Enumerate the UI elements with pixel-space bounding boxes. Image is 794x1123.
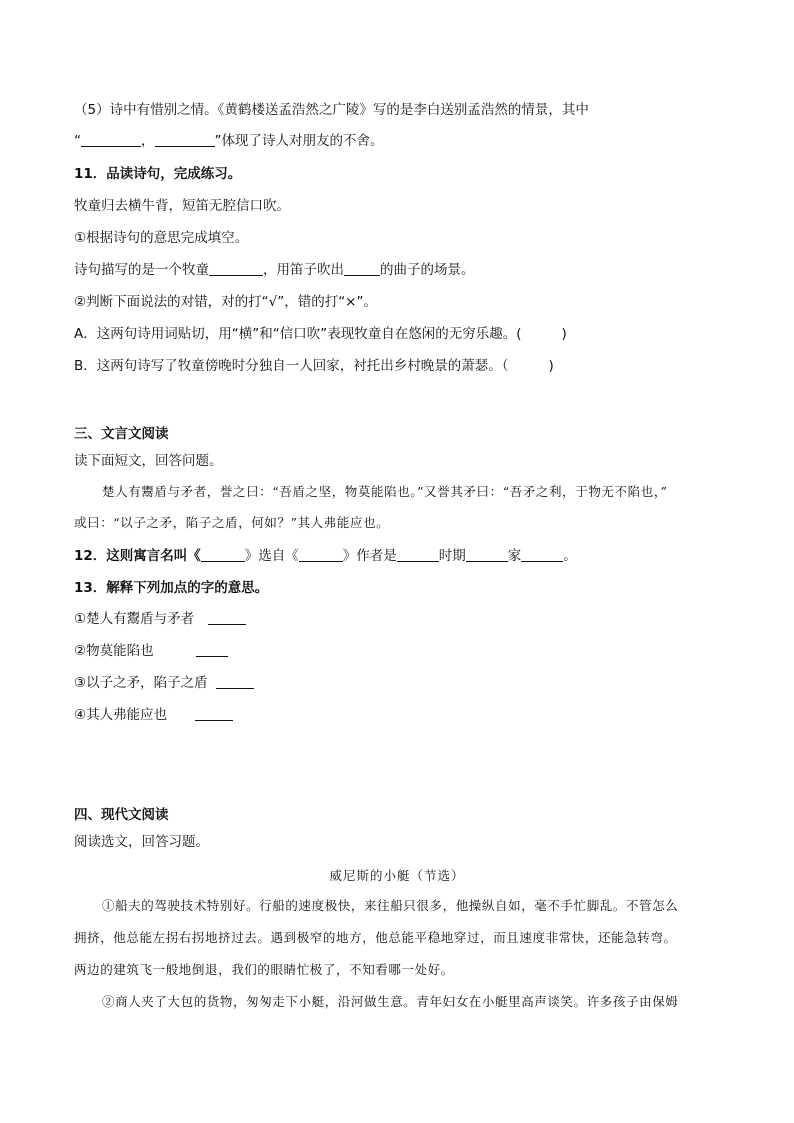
q11-option-b: B．这两句诗写了牧童傍晚时分独自一人回家，衬托出乡村晚景的萧瑟。（ ) [74, 358, 554, 374]
section-4-instruction: 阅读选文，回答习题。 [74, 834, 209, 850]
answer-blank[interactable] [195, 706, 233, 721]
answer-blank[interactable] [209, 261, 263, 276]
answer-blank[interactable] [81, 132, 141, 147]
q13-item-2: ②物莫能陷也 [74, 641, 228, 661]
q13-title: 13．解释下列加点的字的意思。 [74, 580, 269, 596]
q11-option-a: A．这两句诗用词贴切，用“横”和“信口吹”表现牧童自在悠闲的无穷乐趣。( ) [74, 326, 567, 342]
q11-sub2: ②判断下面说法的对错，对的打“√”，错的打“×”。 [74, 294, 377, 310]
answer-blank[interactable] [397, 547, 439, 562]
q11-poem: 牧童归去横牛背，短笛无腔信口吹。 [74, 198, 290, 214]
answer-blank[interactable] [466, 547, 508, 562]
article-p1-line3: 两边的建筑飞一般地倒退，我们的眼睛忙极了，不知看哪一处好。 [74, 962, 454, 977]
article-p2-line1: ②商人夹了大包的货物，匆匆走下小艇，沿河做生意。青年妇女在小艇里高声谈笑。许多孩子由保姆 [102, 994, 679, 1009]
q10-item5-line1: （5）诗中有惜别之情。《黄鹤楼送孟浩然之广陵》写的是李白送别孟浩然的情景，其中 [74, 102, 589, 118]
answer-blank[interactable] [216, 674, 254, 689]
q13-item-1: ①楚人有鬻盾与矛者 [74, 609, 246, 629]
answer-blank[interactable] [201, 547, 245, 562]
answer-blank[interactable] [299, 547, 343, 562]
classical-passage-line2: 或曰：“以子之矛，陷子之盾，何如？”其人弗能应也。 [74, 515, 390, 530]
q11-title: 11．品读诗句，完成练习。 [74, 166, 242, 182]
q13-item-4: ④其人弗能应也 [74, 705, 233, 725]
section-3-instruction: 读下面短文，回答问题。 [74, 453, 223, 469]
article-p1-line1: ①船夫的驾驶技术特别好。行船的速度极快，来往船只很多，他操纵自如，毫不手忙脚乱。不管怎么 [102, 898, 679, 913]
section-4-heading: 四、现代文阅读 [74, 807, 169, 823]
q12-line: 12．这则寓言名叫《 》选自《 》作者是 时期 家 。 [74, 548, 577, 564]
classical-passage-line1: 楚人有鬻盾与矛者，誉之曰：“吾盾之坚，物莫能陷也。”又誉其矛曰：“吾矛之利，于物无不陷也，” [102, 484, 668, 499]
q11-fill-line: 诗句描写的是一个牧童 ，用笛子吹出 的曲子的场景。 [74, 262, 475, 278]
answer-blank[interactable] [521, 547, 563, 562]
answer-blank[interactable] [344, 261, 380, 276]
answer-blank[interactable] [155, 132, 215, 147]
q11-sub1: ①根据诗句的意思完成填空。 [74, 230, 249, 246]
answer-blank[interactable] [208, 610, 246, 625]
answer-blank[interactable] [196, 642, 228, 657]
q13-item-3: ③以子之矛，陷子之盾 [74, 673, 254, 693]
article-title: 威尼斯的小艇（节选） [329, 868, 465, 883]
section-3-heading: 三、文言文阅读 [74, 426, 169, 442]
q10-item5-line2: “ ， ”体现了诗人对朋友的不舍。 [74, 133, 384, 149]
article-p1-line2: 拥挤，他总能左拐右拐地挤过去。遇到极窄的地方，他总能平稳地穿过，而且速度非常快，还能急转弯。 [74, 930, 677, 945]
